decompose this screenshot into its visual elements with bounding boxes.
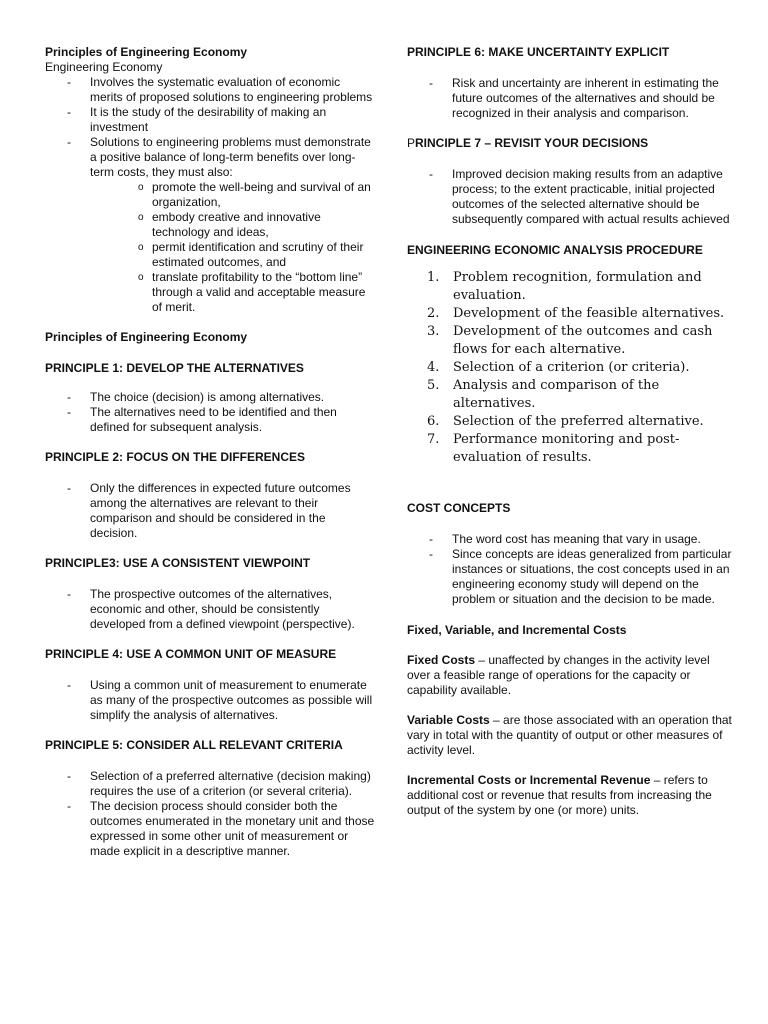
procedure-step	[407, 305, 732, 323]
list-item: - Using a common unit of measurement to enumerate as many of the prospective outcomes as possible will simplify the analysis of alternatives.	[45, 678, 375, 723]
procedure-step	[407, 377, 732, 413]
step-number: 2.	[427, 306, 440, 321]
right-column	[407, 45, 732, 818]
list-item: - Improved decision making results from an adaptive process; to the extent practicable, initial projected outcomes of the selected alternative should be subsequently compared with actual results achieved	[407, 167, 732, 227]
fixed-costs-term: Fixed Costs	[407, 653, 476, 667]
step-number: 3.	[427, 324, 440, 339]
list-item: - It is the study of the desirability of making an investment	[45, 105, 375, 135]
procedure-heading: ENGINEERING ECONOMIC ANALYSIS PROCEDURE	[407, 243, 703, 257]
list-item: - Only the differences in expected future outcomes among the alternatives are relevant to their comparison and should be considered in the decision.	[45, 481, 375, 541]
left-column	[45, 45, 375, 859]
sub-list-item: o promote the well-being and survival of an organization,	[90, 180, 375, 210]
principle-2-list	[45, 481, 375, 541]
variable-costs-term: Variable Costs	[407, 713, 490, 727]
intro-sub-bullet-list	[90, 180, 375, 315]
intro-bullet-list	[45, 75, 375, 315]
fvi-costs-heading: Fixed, Variable, and Incremental Costs	[407, 623, 627, 637]
principle-6-list	[407, 76, 732, 121]
step-number: 5.	[427, 378, 440, 393]
cost-concepts-list	[407, 532, 732, 607]
sub-list-item: o translate profitability to the “bottom line” through a valid and acceptable measure of merit.	[90, 270, 375, 315]
intro-subheading: Engineering Economy	[45, 60, 163, 74]
incremental-costs-definition: – refers to additional cost or revenue that results from increasing the output of the system by one (or more) units.	[407, 773, 712, 817]
principle-7-heading-initial: P	[407, 136, 416, 150]
variable-costs-definition: – are those associated with an operation that vary in total with the quantity of output or other measures of activity level.	[407, 713, 732, 757]
fixed-costs-paragraph	[407, 653, 732, 698]
principle-4-list	[45, 678, 375, 723]
step-number: 7.	[427, 432, 440, 447]
sub-list-item: o embody creative and innovative technology and ideas,	[90, 210, 375, 240]
list-item-text: Solutions to engineering problems must demonstrate a positive balance of long-term benefits over long-term costs, they must also:	[90, 135, 371, 179]
principle-1-list	[45, 390, 375, 435]
principle-1-heading: PRINCIPLE 1: DEVELOP THE ALTERNATIVES	[45, 361, 304, 375]
incremental-costs-paragraph	[407, 773, 732, 818]
section-heading: Principles of Engineering Economy	[45, 330, 248, 344]
intro-heading: Principles of Engineering Economy	[45, 45, 248, 59]
principle-5-list	[45, 769, 375, 859]
step-text: Development of the outcomes and cash flows for each alternative.	[453, 324, 713, 357]
procedure-step	[407, 431, 732, 467]
principle-6-heading: PRINCIPLE 6: MAKE UNCERTAINTY EXPLICIT	[407, 45, 670, 59]
list-item: - The prospective outcomes of the alternatives, economic and other, should be consistently developed from a defined viewpoint (perspective).	[45, 587, 375, 632]
list-item: - The alternatives need to be identified and then defined for subsequent analysis.	[45, 405, 375, 435]
procedure-steps-list	[407, 269, 732, 467]
principle-7-list	[407, 167, 732, 227]
principle-2-heading: PRINCIPLE 2: FOCUS ON THE DIFFERENCES	[45, 450, 306, 464]
list-item: - Risk and uncertainty are inherent in estimating the future outcomes of the alternatives and should be recognized in their analysis and comparison.	[407, 76, 732, 121]
step-text: Analysis and comparison of the alternatives.	[453, 378, 660, 411]
procedure-step	[407, 323, 732, 359]
list-item: - The word cost has meaning that vary in usage.	[407, 532, 732, 547]
step-number: 6.	[427, 414, 440, 429]
list-item: - The decision process should consider both the outcomes enumerated in the monetary unit and those expressed in some other unit of measurement or made explicit in a descriptive manner.	[45, 799, 375, 859]
list-item	[45, 135, 375, 315]
list-item: - The choice (decision) is among alternatives.	[45, 390, 375, 405]
principle-7-heading-rest: RINCIPLE 7 – REVISIT YOUR DECISIONS	[415, 136, 649, 150]
list-item: - Since concepts are ideas generalized from particular instances or situations, the cost concepts used in an engineering economy study will depend on the problem or situation and the decision to be made.	[407, 547, 732, 607]
cost-concepts-heading: COST CONCEPTS	[407, 501, 511, 515]
principle-7-heading	[407, 136, 732, 151]
procedure-step	[407, 269, 732, 305]
fixed-costs-definition: – unaffected by changes in the activity level over a feasible range of operations for the capacity or capability available.	[407, 653, 710, 697]
incremental-costs-term: Incremental Costs or Incremental Revenue	[407, 773, 651, 787]
step-text: Development of the feasible alternatives.	[453, 306, 725, 321]
step-number: 1.	[427, 270, 440, 285]
principle-3-heading: PRINCIPLE3: USE A CONSISTENT VIEWPOINT	[45, 556, 311, 570]
step-number: 4.	[427, 360, 440, 375]
sub-list-item: o permit identification and scrutiny of their estimated outcomes, and	[90, 240, 375, 270]
step-text: Selection of a criterion (or criteria).	[453, 360, 690, 375]
procedure-step	[407, 359, 732, 377]
list-item: - Selection of a preferred alternative (decision making) requires the use of a criterion (or several criteria).	[45, 769, 375, 799]
step-text: Performance monitoring and post-evaluation of results.	[453, 432, 680, 465]
principle-5-heading: PRINCIPLE 5: CONSIDER ALL RELEVANT CRITERIA	[45, 738, 343, 752]
step-text: Problem recognition, formulation and evaluation.	[453, 270, 702, 303]
principle-3-list	[45, 587, 375, 632]
step-text: Selection of the preferred alternative.	[453, 414, 704, 429]
procedure-step	[407, 413, 732, 431]
variable-costs-paragraph	[407, 713, 732, 758]
list-item: - Involves the systematic evaluation of economic merits of proposed solutions to engineering problems	[45, 75, 375, 105]
principle-4-heading: PRINCIPLE 4: USE A COMMON UNIT OF MEASURE	[45, 647, 337, 661]
